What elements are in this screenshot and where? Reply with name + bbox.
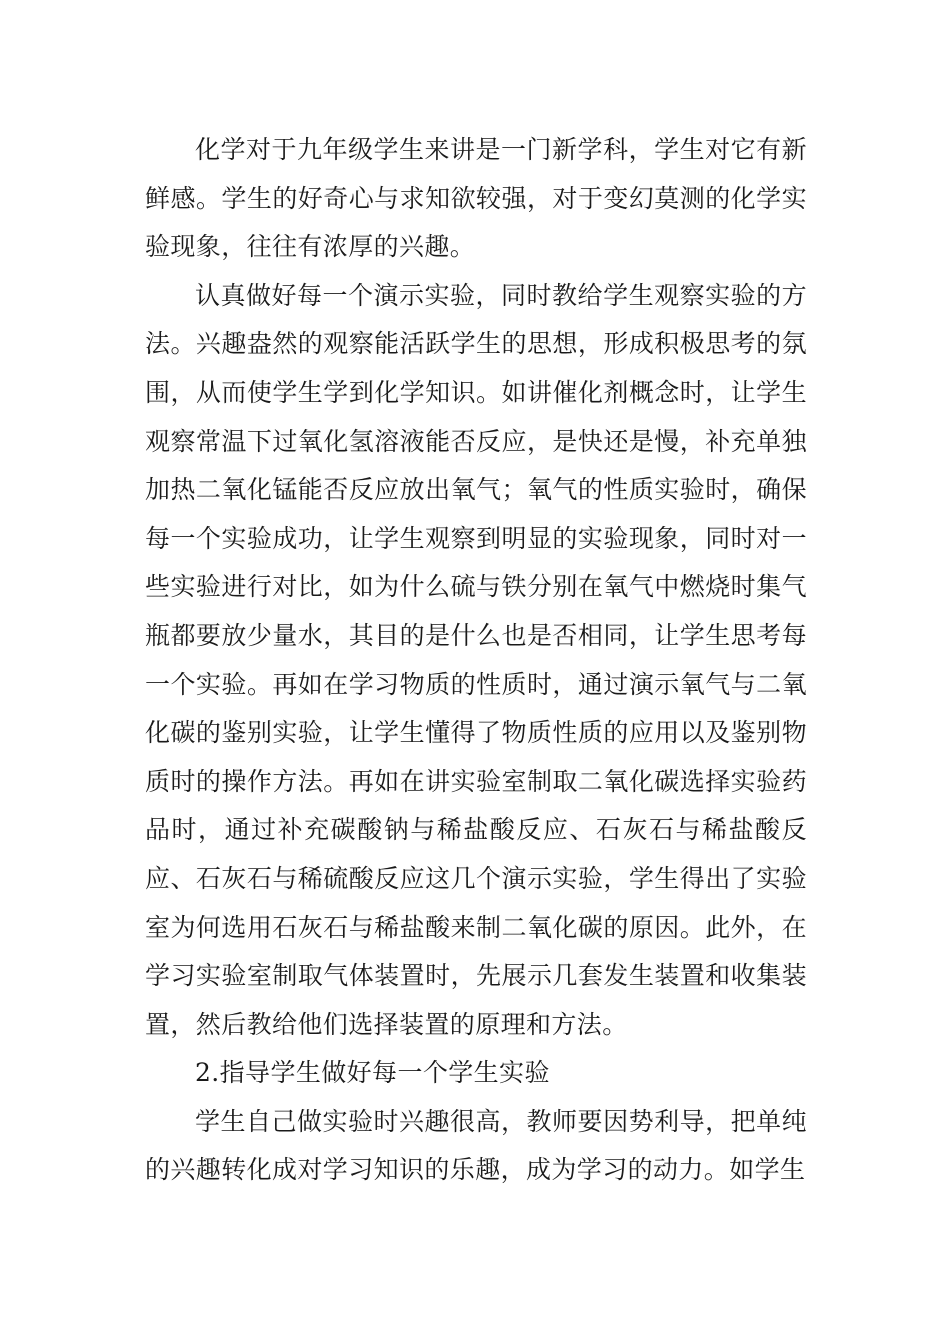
section-heading: 2.指导学生做好每一个学生实验 <box>195 1058 550 1088</box>
paragraph-demonstration-experiments: 认真做好每一个演示实验，同时教给学生观察实验的方法。兴趣盎然的观察能活跃学生的思想，形成积极思考的氛围，从而使学生学到化学知识。如讲催化剂概念时，让学生观察常温下过氧化氢溶液能否反应，是快还是慢，补充单独加热二氧化锰能否反应放出氧气；氧气的性质实验时，确保每一个实验成功，让学生观察到明显的实验现象，同时对一些实验进行对比，如为什么硫与铁分别在氧气中燃烧时集气瓶都要放少量水，其目的是什么也是否相同，让学生思考每一个实验。再如在学习物质的性质时，通过演示氧气与二氧化碳的鉴别实验，让学生懂得了物质性质的应用以及鉴别物质时的操作方法。再如在讲实验室制取二氧化碳选择实验药品时，通过补充碳酸钠与稀盐酸反应、石灰石与稀盐酸反应、石灰石与稀硫酸反应这几个演示实验，学生得出了实验室为何选用石灰石与稀盐酸来制二氧化碳的原因。此外，在学习实验室制取气体装置时，先展示几套发生装置和收集装置，然后教给他们选择装置的原理和方法。 <box>145 280 807 1039</box>
paragraph-intro: 化学对于九年级学生来讲是一门新学科，学生对它有新鲜感。学生的好奇心与求知欲较强，对于变幻莫测的化学实验现象，往往有浓厚的兴趣。 <box>145 135 807 262</box>
paragraph-student-experiments: 学生自己做实验时兴趣很高，教师要因势利导，把单纯的兴趣转化成对学习知识的乐趣，成为学习的动力。如学生 <box>145 1106 807 1185</box>
document-page <box>145 126 807 1195</box>
